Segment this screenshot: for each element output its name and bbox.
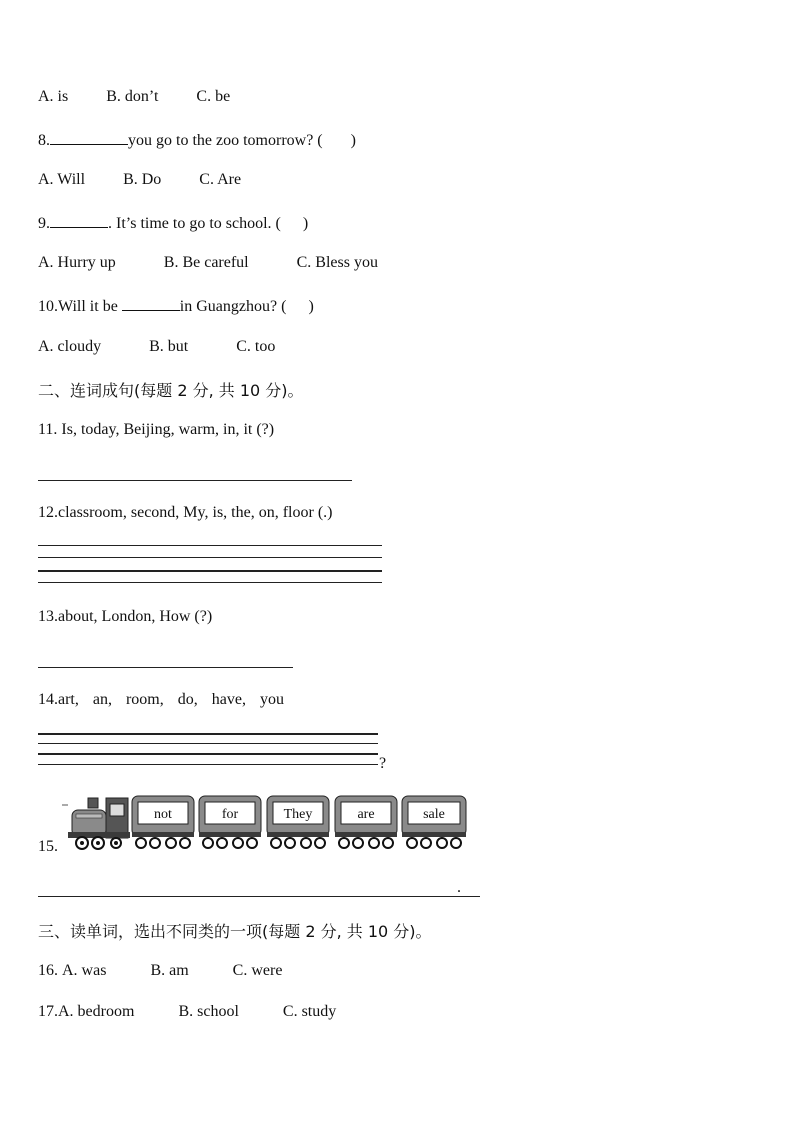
q8-blank[interactable] <box>50 130 128 145</box>
q12-line-1 <box>38 545 382 546</box>
train-car-5-word: sale <box>423 807 445 822</box>
q9-number: 9. <box>38 215 50 232</box>
train-car-3 <box>267 796 329 848</box>
q9-text: . It’s time to go to school. ( <box>108 215 281 232</box>
q10-option-c: C. too <box>236 338 276 355</box>
q10-pre: Will it be <box>58 298 118 315</box>
locomotive-icon <box>62 798 130 849</box>
train-car-2-word: for <box>221 807 239 822</box>
q17-option-b: B. school <box>178 1003 239 1020</box>
q16-number: 16. <box>38 962 58 979</box>
q9-blank[interactable] <box>50 213 108 228</box>
question-10 <box>38 296 314 316</box>
q9-options <box>38 254 378 272</box>
q10-option-a: A. cloudy <box>38 338 102 355</box>
q10-options <box>38 338 275 356</box>
q8-option-c: C. Are <box>199 171 242 188</box>
q7-option-a: A. is <box>38 88 69 105</box>
q8-text: you go to the zoo tomorrow? ( <box>128 132 323 149</box>
train-car-4-word: are <box>357 807 375 822</box>
question-11: 11. Is, today, Beijing, warm, in, it (?) <box>38 421 275 438</box>
train-illustration <box>62 792 470 854</box>
question-12: 12.classroom, second, My, is, the, on, floor (.) <box>38 504 333 521</box>
q13-answer-line[interactable] <box>38 667 293 668</box>
q14-line-2 <box>38 743 378 744</box>
train-car-3-word: They <box>283 807 313 822</box>
q10-blank[interactable] <box>122 296 180 311</box>
q12-line-3 <box>38 570 382 572</box>
q11-answer-line[interactable] <box>38 480 352 481</box>
q14-line-4 <box>38 764 378 765</box>
q8-close: ) <box>350 132 356 149</box>
q9-option-a: A. Hurry up <box>38 254 116 271</box>
q12-line-4 <box>38 582 382 583</box>
q10-text: in Guangzhou? ( <box>179 298 287 315</box>
train-car-1-word: not <box>154 807 172 822</box>
q8-option-b: B. Do <box>123 171 162 188</box>
question-13: 13.about, London, How (?) <box>38 608 213 625</box>
q8-option-a: A. Will <box>38 171 86 188</box>
q15-number: 15. <box>38 838 58 855</box>
question-9 <box>38 213 308 233</box>
q15-end-mark: . <box>457 879 461 896</box>
q16-option-b: B. am <box>150 962 189 979</box>
q10-option-b: B. but <box>149 338 189 355</box>
q9-option-c: C. Bless you <box>296 254 378 271</box>
q8-options <box>38 171 241 189</box>
train-car-2 <box>199 796 261 848</box>
q14-line-1 <box>38 733 378 735</box>
q14-line-3 <box>38 753 378 755</box>
q9-option-b: B. Be careful <box>163 254 249 271</box>
question-8 <box>38 130 356 150</box>
q7-option-c: C. be <box>196 88 231 105</box>
q8-number: 8. <box>38 132 50 149</box>
q10-number: 10. <box>38 298 58 315</box>
q17-number: 17. <box>38 1003 58 1020</box>
q7-option-b: B. don’t <box>106 88 159 105</box>
q16-option-c: C. were <box>232 962 283 979</box>
q15-answer-line-tail <box>466 896 480 897</box>
q9-close: ) <box>302 215 309 232</box>
q7-options <box>38 88 230 106</box>
section-3-title: 三、读单词，选出不同类的一项(每题 2 分, 共 10 分)。 <box>38 922 432 941</box>
q15-answer-line[interactable] <box>38 896 480 897</box>
train-car-1 <box>132 796 194 848</box>
train-car-5 <box>402 796 466 848</box>
question-17 <box>38 1003 336 1021</box>
question-16 <box>38 962 282 980</box>
section-2-title: 二、连词成句(每题 2 分, 共 10 分)。 <box>38 381 304 400</box>
q16-option-a: A. was <box>62 962 107 979</box>
train-car-4 <box>335 796 397 848</box>
q17-option-a: A. bedroom <box>58 1003 135 1020</box>
q12-line-2 <box>38 557 382 558</box>
q10-close: ) <box>308 298 314 315</box>
q14-end-mark: ? <box>379 755 387 772</box>
question-14: 14.art, an, room, do, have, you <box>38 691 284 708</box>
q17-option-c: C. study <box>282 1003 337 1020</box>
